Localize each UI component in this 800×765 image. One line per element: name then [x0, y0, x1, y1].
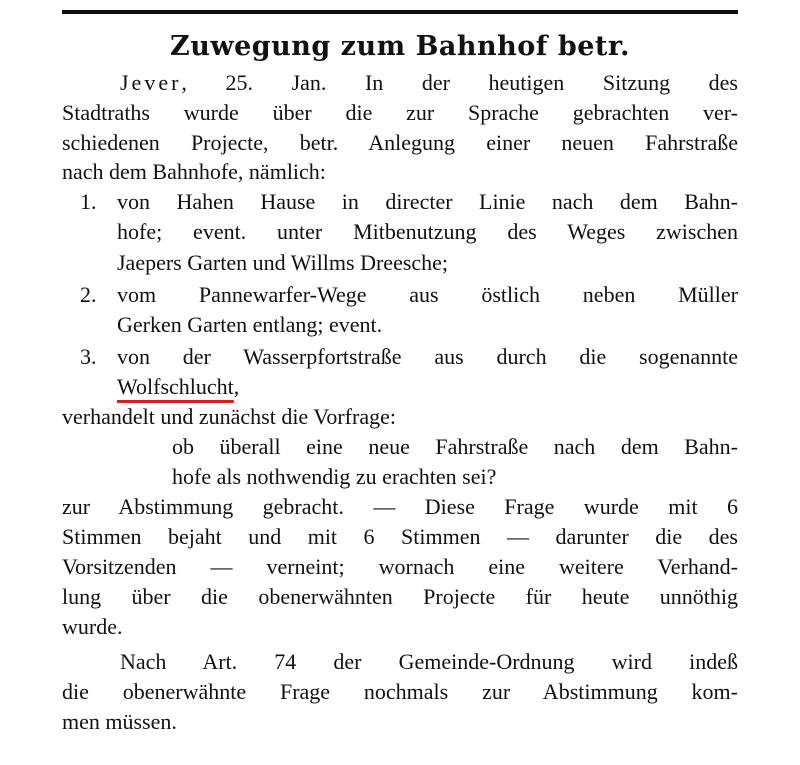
- list-item-3-number: 3.: [80, 344, 97, 369]
- conclusion-line-1: zur Abstimmung gebracht. — Diese Frage wurde mit 6: [62, 494, 738, 519]
- list-item-1-line-2: hofe; event. unter Mitbenutzung des Weges zwischen: [117, 219, 738, 244]
- conclusion-line-5: wurde.: [62, 614, 123, 639]
- conclusion-line-2: Stimmen bejaht und mit 6 Stimmen — darunter die des: [62, 524, 738, 549]
- headline: Zuwegung zum Bahnhof betr.: [169, 31, 631, 62]
- intro-line-3: schiedenen Projecte, betr. Anlegung einer neuen Fahrstraße: [62, 130, 738, 155]
- list-item-3-line-2: [117, 372, 738, 402]
- list-item-1-line-3: Jaepers Garten und Willms Dreesche;: [117, 250, 449, 275]
- conclusion-line-3: Vorsitzenden — verneint; wornach eine weitere Verhand-: [62, 554, 738, 579]
- list-item-3-line-1: von der Wasserpfortstraße aus durch die sogenannte: [117, 344, 738, 369]
- dateline-rest: , 25. Jan. In der heutigen Sitzung des: [181, 70, 738, 95]
- dateline-place: Jever: [120, 70, 182, 95]
- intro-line-1: [120, 68, 738, 98]
- question-line-1: ob überall eine neue Fahrstraße nach dem Bahn-: [172, 434, 738, 459]
- list-item-2-line-1: vom Pannewarfer-Wege aus östlich neben Müller: [117, 282, 738, 307]
- top-rule: [62, 10, 738, 14]
- question-line-2: hofe als nothwendig zu erachten sei?: [172, 464, 497, 489]
- list-item-1-line-1: von Hahen Hause in directer Linie nach dem Bahn-: [117, 189, 738, 214]
- intro-line-4: nach dem Bahnhofe, nämlich:: [62, 159, 326, 184]
- intro-line-2: Stadtraths wurde über die zur Sprache gebrachten ver-: [62, 100, 738, 125]
- list-item-3-punct: ,: [233, 374, 240, 399]
- underlined-word: Wolfschlucht: [117, 374, 234, 399]
- conclusion-line-4: lung über die obenerwähnten Projecte für heute unnöthig: [62, 584, 738, 609]
- list-item-1-number: 1.: [80, 189, 97, 214]
- final-line-2: die obenerwähnte Frage nochmals zur Abstimmung kom-: [62, 679, 738, 704]
- list-item-2-line-2: Gerken Garten entlang; event.: [117, 312, 383, 337]
- middle-line: verhandelt und zunächst die Vorfrage:: [62, 404, 396, 429]
- final-line-1: Nach Art. 74 der Gemeinde-Ordnung wird indeß: [120, 649, 738, 674]
- final-line-3: men müssen.: [62, 709, 177, 734]
- list-item-2-number: 2.: [80, 282, 97, 307]
